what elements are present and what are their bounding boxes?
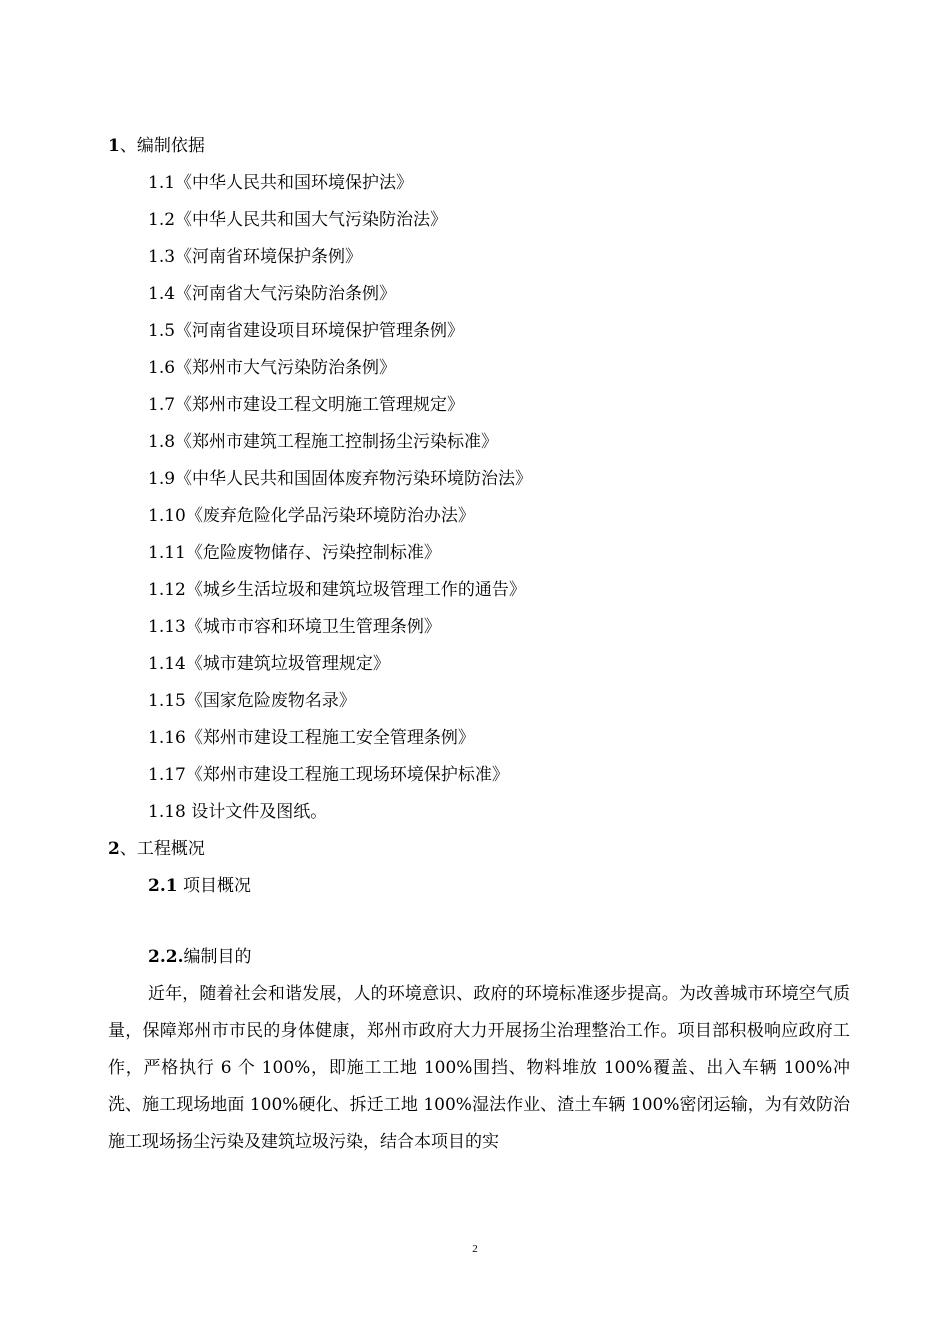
- reference-item: 1.8《郑州市建筑工程施工控制扬尘污染标准》: [148, 432, 499, 452]
- section-number: 2: [108, 839, 120, 859]
- section-number: 1: [108, 136, 120, 156]
- reference-item: 1.10《废弃危险化学品污染环境防治办法》: [148, 506, 475, 526]
- section-title: 、工程概况: [119, 839, 205, 859]
- reference-item: 1.12《城乡生活垃圾和建筑垃圾管理工作的通告》: [148, 580, 526, 600]
- reference-item: 1.3《河南省环境保护条例》: [148, 247, 363, 267]
- subsection-heading-2-2: [108, 939, 850, 976]
- body-paragraph: 近年，随着社会和谐发展，人的环境意识、政府的环境标准逐步提高。为改善城市环境空气质量，保障郑州市市民的身体健康，郑州市政府大力开展扬尘治理整治工作。项目部积极响应政府工作，严格执行 6 个 100%，即施工工地 100%围挡、物料堆放 100%覆盖、出入车辆 100%冲洗、施工现场地面 100%硬化、拆迁工地 100%湿法作业、渣土车辆 100%密闭运输，为有效防治施工现场扬尘污染及建筑垃圾污染，结合本项目的实: [108, 984, 850, 1152]
- section-heading-2: [108, 831, 850, 868]
- reference-item: 1.6《郑州市大气污染防治条例》: [148, 358, 397, 378]
- reference-item: 1.18 设计文件及图纸。: [148, 802, 328, 822]
- section-heading-1: [108, 128, 850, 165]
- page-number: 2: [472, 1243, 478, 1255]
- subsection-heading-2-1: [108, 868, 850, 905]
- reference-item: 1.13《城市市容和环境卫生管理条例》: [148, 617, 441, 637]
- reference-item: 1.16《郑州市建设工程施工安全管理条例》: [148, 728, 475, 748]
- subsection-title: 编制目的: [183, 947, 252, 967]
- subsection-title: 项目概况: [177, 876, 251, 896]
- subsection-number: 2.1: [148, 876, 178, 896]
- reference-item: 1.17《郑州市建设工程施工现场环境保护标准》: [148, 765, 509, 785]
- reference-item: 1.5《河南省建设项目环境保护管理条例》: [148, 321, 465, 341]
- reference-item: 1.2《中华人民共和国大气污染防治法》: [148, 210, 448, 230]
- reference-item: 1.7《郑州市建设工程文明施工管理规定》: [148, 395, 465, 415]
- page-content: [108, 128, 850, 1161]
- reference-item: 1.14《城市建筑垃圾管理规定》: [148, 654, 390, 674]
- reference-item: 1.9《中华人民共和国固体废弃物污染环境防治法》: [148, 469, 533, 489]
- reference-item: 1.4《河南省大气污染防治条例》: [148, 284, 397, 304]
- reference-item: 1.15《国家危险废物名录》: [148, 691, 356, 711]
- reference-item: 1.11《危险废物储存、污染控制标准》: [148, 543, 441, 563]
- section-title: 、编制依据: [119, 136, 205, 156]
- reference-item: 1.1《中华人民共和国环境保护法》: [148, 173, 414, 193]
- subsection-number: 2.2.: [148, 947, 184, 967]
- blank-line: [108, 905, 850, 939]
